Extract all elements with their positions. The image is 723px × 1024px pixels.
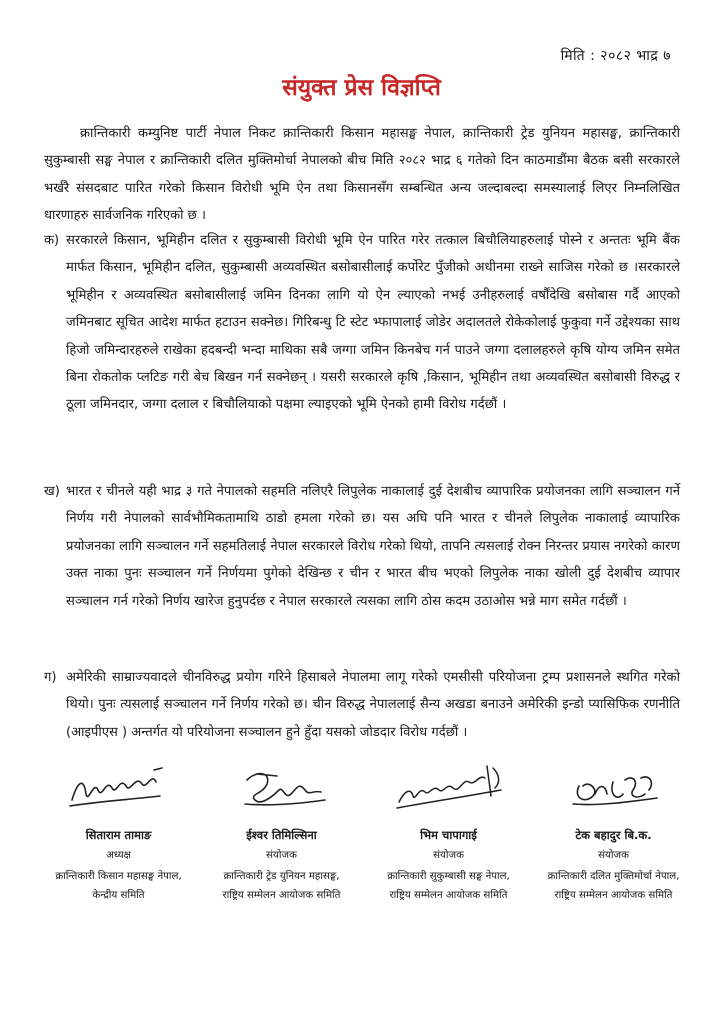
- handwritten-signature-4: [559, 760, 669, 818]
- signatory-role: संयोजक: [433, 850, 464, 861]
- clause-kha: [44, 478, 680, 615]
- signatory-org-line: राष्ट्रिय सम्मेलन आयोजक समिति: [389, 890, 508, 901]
- signatory-name: टेक बहादुर बि.क.: [575, 828, 652, 842]
- signatory-name: ईश्वर तिमिल्सिना: [246, 828, 317, 842]
- signatory-org-line: केन्द्रीय समिति: [92, 890, 145, 901]
- signatory-org: [36, 867, 201, 905]
- intro-paragraph: क्रान्तिकारी कम्युनिष्ट पार्टी नेपाल निकट क्रान्तिकारी किसान महासङ्घ नेपाल, क्रान्तिकारी ट्रेड युनियन महासङ्घ, क्रान्तिकारी सुकुम्बासी सङ्घ नेपाल र क्रान्तिकारी दलित मुक्तिमोर्चा नेपालको बीच मिति २०८२ भाद्र ६ गतेको दिन काठमाडौंमा बैठक बसी सरकारले भर्खरै संसदबाट पारित गरेको किसान विरोधी भूमि ऐन तथा किसानसँग सम्बन्धित अन्य जल्दाबल्दा समस्यालाई लिएर निम्नलिखित धारणाहरु सार्वजनिक गरिएको छ ।: [44, 126, 680, 224]
- document-date: मिति : २०८२ भाद्र ७: [560, 48, 671, 64]
- signatory-role: अध्यक्ष: [106, 850, 131, 861]
- clause-text: भारत र चीनले यही भाद्र ३ गते नेपालको सहमति नलिएरै लिपुलेक नाकालाई दुई देशबीच व्यापारिक प्रयोजनका लागि सञ्चालन गर्ने निर्णय गरी नेपालको सार्वभौमिकतामाथि ठाडो हमला गरेको छ। यस अघि पनि भारत र चीनले लिपुलेक नाकालाई व्यापारिक प्रयोजनका लागि सञ्चालन गर्ने सहमतिलाई नेपाल सरकारले विरोध गरेको थियो, तापनि त्यसलाई रोक्न निरन्तर प्रयास नगरेको कारण उक्त नाका पुनः सञ्चालन गर्ने निर्णयमा पुगेको देखिन्छ र चीन र भारत बीच भएको लिपुलेक नाका खोली दुई देशबीच व्यापार सञ्चालन गर्न गरेको निर्णय खारेज हुनुपर्दछ र नेपाल सरकारले त्यसका लागि ठोस कदम उठाओस भन्ने माग समेत गर्दछौं ।: [66, 484, 680, 609]
- signatory-4: [531, 760, 696, 905]
- signatory-org-line: क्रान्तिकारी ट्रेड युनियन महासङ्घ,: [223, 871, 340, 882]
- signatory-org-line: राष्ट्रिय सम्मेलन आयोजक समिति: [554, 890, 673, 901]
- clause-marker: क): [44, 233, 60, 248]
- clause-ga: [44, 664, 680, 746]
- clause-marker: ख): [44, 484, 60, 499]
- signatory-role: संयोजक: [598, 850, 629, 861]
- clause-text: सरकारले किसान, भूमिहीन दलित र सुकुम्बासी विरोधी भूमि ऐन पारित गरेर तत्काल बिचौलियाहरुलाई पोस्ने र अन्ततः भूमि बैंक मार्फत किसान, भूमिहीन दलित, सुकुम्बासी अव्यवस्थित बसोबासीलाई कर्पोरेट पुँजीको अधीनमा राख्ने साजिस गरेको छ ।सरकारले भूमिहीन र अव्यवस्थित बसोबासीलाई जमिन दिनका लागि यो ऐन ल्याएको नभई उनीहरुलाई वर्षौंदेखि बसोबास गर्दै आएको जमिनबाट सूचित आदेश मार्फत हटाउन सक्नेछ। गिरिबन्धु टि स्टेट भ्फापालाई जोडेर अदालतले रोकेकोलाई फुकुवा गर्ने उद्देश्यका साथ हिजो जमिन्दारहरुले राखेका हदबन्दी भन्दा माथिका सबै जग्गा जमिन किनबेच गर्न पाउने जग्गा दलालहरुले कृषि योग्य जमिन समेत बिना रोकतोक प्लटिङ गरी बेच बिखन गर्न सक्नेछन् । यसरी सरकारले कृषि ,किसान, भूमिहीन तथा अव्यवस्थित बसोबासी विरुद्ध र ठूला जमिनदार, जग्गा दलाल र बिचौलियाको पक्षमा ल्याइएको भूमि ऐनको हामी विरोध गर्दछौं ।: [66, 233, 680, 413]
- handwritten-signature-2: [227, 760, 337, 818]
- clause-text: अमेरिकी साम्राज्यवादले चीनविरुद्ध प्रयोग गरिने हिसाबले नेपालमा लागू गरेको एमसीसी परियोजना ट्रम्प प्रशासनले स्थगित गरेको थियो। पुनः त्यसलाई सञ्चालन गर्ने निर्णय गरेको छ। चीन विरुद्ध नेपाललाई सैन्य अखडा बनाउने अमेरिकी इन्डो प्यासिफिक रणनीति (आइपीएस ) अन्तर्गत यो परियोजना सञ्चालन हुने हुँदा यसको जोडदार विरोध गर्दछौं ।: [66, 670, 680, 740]
- clause-marker: ग): [44, 670, 57, 685]
- signatory-2: [199, 760, 364, 905]
- signatory-org: [366, 867, 531, 905]
- signature-block: [36, 760, 696, 920]
- signatory-role: संयोजक: [266, 850, 297, 861]
- signatory-org-line: क्रान्तिकारी दलित मुक्तिमोर्चा नेपाल,: [547, 871, 680, 882]
- clause-ka: [44, 227, 680, 419]
- signatory-org: [199, 867, 364, 905]
- signatory-org: [531, 867, 696, 905]
- signatory-1: [36, 760, 201, 905]
- signatory-name: सिताराम तामाङ: [85, 828, 152, 842]
- handwritten-signature-3: [389, 760, 509, 818]
- signatory-org-line: क्रान्तिकारी किसान महासङ्घ नेपाल,: [55, 871, 182, 882]
- signatory-3: [366, 760, 531, 905]
- signatory-org-line: राष्ट्रिय सम्मेलन आयोजक समिति: [222, 890, 341, 901]
- document-title: संयुक्त प्रेस विज्ञप्ति: [282, 75, 441, 101]
- signatory-name: भिम चापागाई: [420, 828, 477, 842]
- handwritten-signature-1: [64, 760, 174, 818]
- signatory-org-line: क्रान्तिकारी सुकुम्बासी सङ्घ नेपाल,: [387, 871, 510, 882]
